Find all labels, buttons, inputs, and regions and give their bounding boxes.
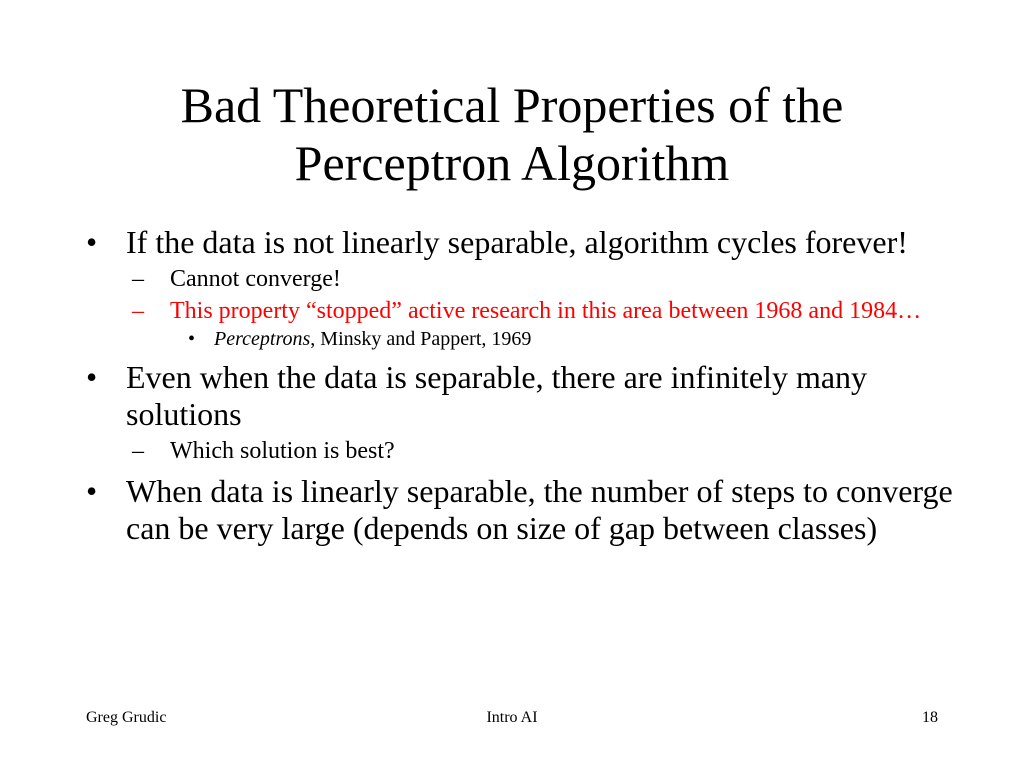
sub-item-1-1 bbox=[130, 265, 956, 293]
reference-text bbox=[214, 328, 531, 350]
slide-title bbox=[0, 76, 1024, 192]
footer-author: Greg Grudic bbox=[86, 709, 167, 726]
bullet-item-2 bbox=[86, 359, 956, 433]
sub-item-1-2 bbox=[130, 297, 956, 325]
bullet-text: If the data is not linearly separable, algorithm cycles forever! bbox=[126, 224, 908, 260]
bullet-text: Even when the data is separable, there are infinitely many solutions bbox=[126, 359, 868, 432]
reference-authors: , Minsky and Pappert, 1969 bbox=[310, 328, 532, 350]
footer-course: Intro AI bbox=[486, 709, 538, 726]
sub-item-text: Cannot converge! bbox=[170, 266, 341, 292]
title-line-1: Bad Theoretical Properties of the bbox=[180, 77, 844, 133]
sub-item-text: Which solution is best? bbox=[170, 438, 395, 464]
dash-icon: – bbox=[132, 266, 144, 292]
bullet-icon: • bbox=[86, 359, 98, 395]
sub-item-2-1 bbox=[130, 437, 956, 465]
title-line-2: Perceptron Algorithm bbox=[294, 135, 730, 191]
dash-icon: – bbox=[132, 438, 144, 464]
bullet-icon: • bbox=[188, 328, 196, 350]
bullet-text: When data is linearly separable, the number of steps to converge can be very large (depends on size of gap between classes) bbox=[126, 473, 953, 546]
bullet-item-1 bbox=[86, 224, 956, 261]
dash-icon: – bbox=[132, 298, 144, 324]
sub-item-text: This property “stopped” active research in this area between 1968 and 1984… bbox=[170, 298, 922, 324]
reference-book-title: Perceptrons bbox=[214, 328, 311, 350]
footer-page-number: 18 bbox=[922, 709, 938, 726]
slide-body bbox=[86, 224, 956, 551]
sub-sub-item-1-2-1 bbox=[188, 327, 956, 351]
bullet-icon: • bbox=[86, 473, 98, 509]
bullet-item-3 bbox=[86, 473, 956, 547]
bullet-icon: • bbox=[86, 224, 98, 260]
